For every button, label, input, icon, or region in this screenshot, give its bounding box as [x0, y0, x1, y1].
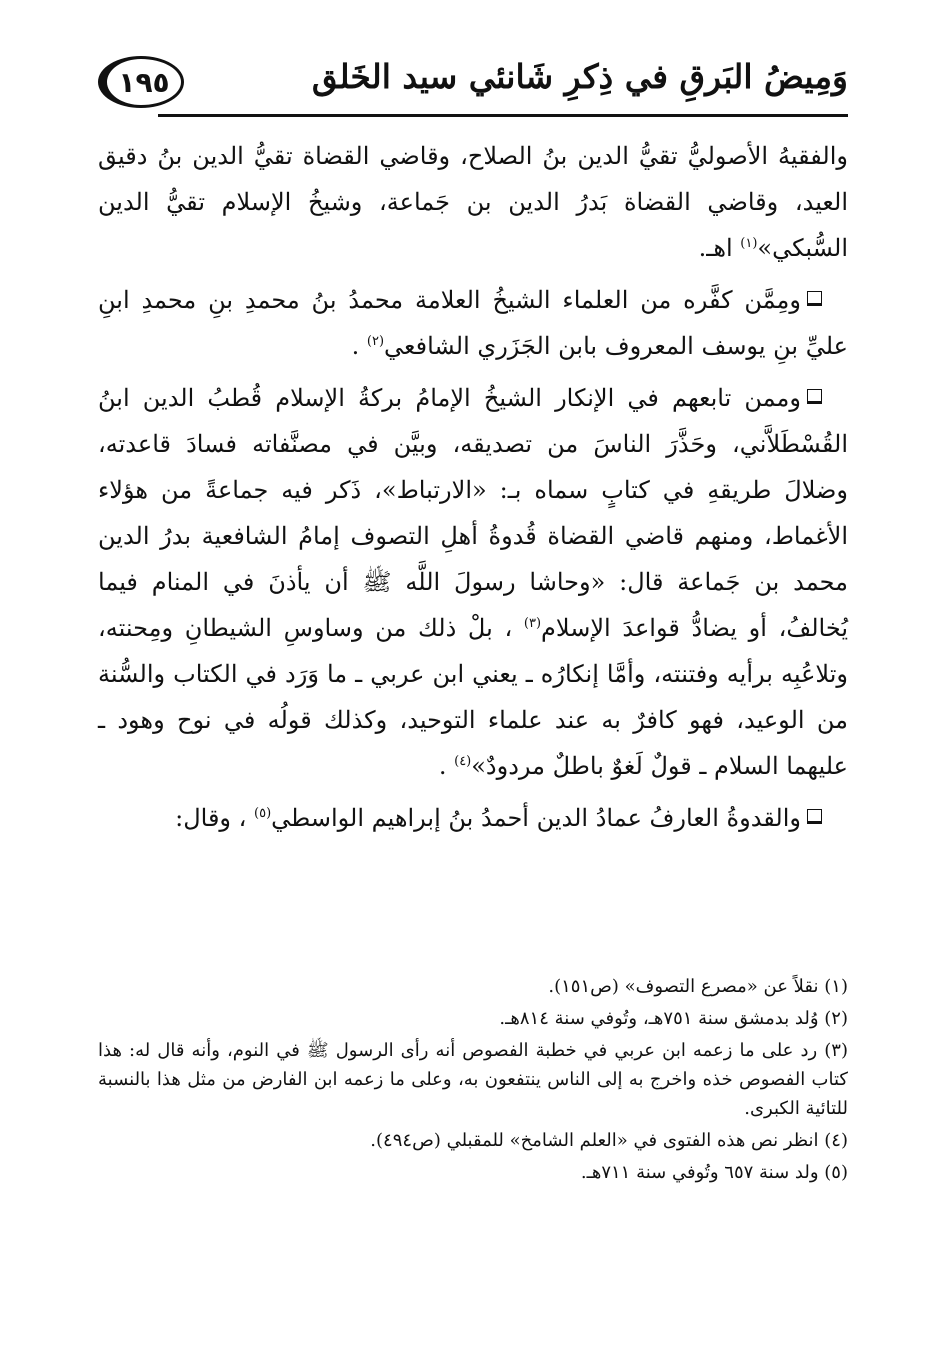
- footnote-ref: (٥): [254, 806, 272, 821]
- footnote-3: (٣) رد على ما زعمه ابن عربي في خطبة الفصوص أنه رأى الرسول ﷺ في النوم، وأنه قال له: هذا كتاب الفصوص خذه واخرج به إلى الناس ينتفعون به، وعلى ما زعمه ابن الفارض من مثل هذا بالنسبة للتائية الكبرى.: [98, 1040, 848, 1119]
- paragraph-text: وممن تابعهم في الإنكار الشيخُ الإمامُ بركةُ الإسلام قُطبُ الدين ابنُ القُسْطَلاَّني، وحَذَّرَ الناسَ من تصديقه، وبيَّن في مصنَّفاته فسادَ قاعدته، وضلالَ طريقهِ في كتابٍ سماه بـ: «الارتباط»، ذَكر فيه جماعةً من هؤلاء الأغماط، ومنهم قاضي القضاة قُدوةُ أهلِ التصوف إمامُ الشافعية بدرُ الدين محمد بن جَماعة قال: «وحاشا رسولَ اللَّه ﷺ أن يأذنَ في المنام فيما يُخالفُ، أو يضادُّ قواعدَ الإسلام: [98, 384, 848, 642]
- paragraph-tail: .: [438, 752, 455, 780]
- main-text: [98, 133, 848, 847]
- paragraph-tail: اهـ.: [698, 234, 741, 262]
- square-bullet-icon: [807, 291, 822, 306]
- footnote-ref: (١): [740, 236, 758, 251]
- paragraph-tail: .: [351, 332, 367, 360]
- paragraph-2: [98, 277, 848, 369]
- page-number: ١٩٥: [98, 56, 184, 108]
- footnote-1: (١) نقلاً عن «مصرع التصوف» (ص١٥١).: [548, 976, 848, 997]
- footnote-4: (٤) انظر نص هذه الفتوى في «العلم الشامخ» للمقبلي (ص٤٩٤).: [370, 1130, 848, 1151]
- paragraph-text: والفقيهُ الأصوليُّ تقيُّ الدين بنُ الصلاح، وقاضي القضاة تقيُّ الدين بنُ دقيق العيد، وقاضي القضاة بَدرُ الدين بن جَماعة، وشيخُ الإسلام تقيُّ الدين السُّبكي»: [98, 142, 848, 262]
- page-header: [98, 48, 848, 130]
- header-rule: [158, 114, 848, 117]
- footnote-ref: (٣): [523, 616, 542, 631]
- paragraph-4: [98, 795, 848, 841]
- footnote-ref: (٤): [454, 754, 472, 769]
- paragraph-1: [98, 133, 848, 271]
- footnotes: [98, 972, 848, 1190]
- paragraph-tail: ، بلْ ذلك من وساوسِ الشيطانِ ومِحنته، وتلاعُبِه برأيه وفتنته، وأمَّا إنكارُه ـ يعني ابن عربي ـ ما وَرَد في الكتاب والسُّنة من الوعيد، فهو كافرٌ به عند علماء التوحيد، وكذلك قولُه في نوح وهود ـ عليهما السلام ـ قولٌ لَغوٌ باطلٌ مردودٌ»: [98, 614, 848, 780]
- paragraph-tail: ، وقال:: [175, 804, 255, 832]
- paragraph-text: والقدوةُ العارفُ عمادُ الدين أحمدُ بنُ إبراهيم الواسطي: [271, 804, 801, 832]
- running-title: وَمِيضُ البَرقِ في ذِكرِ شَانئي سيد الخَلق: [311, 57, 848, 96]
- footnote-2: (٢) وُلد بدمشق سنة ٧٥١هـ، وتُوفي سنة ٨١٤هـ.: [499, 1008, 848, 1029]
- paragraph-text: ومِمَّن كفَّره من العلماء الشيخُ العلامة محمدُ بنُ محمدِ بنِ محمدِ ابنِ عليِّ بنِ يوسف المعروف بابن الجَزَري الشافعي: [98, 286, 848, 360]
- footnote-5: (٥) ولد سنة ٦٥٧ وتُوفي سنة ٧١١هـ.: [580, 1162, 848, 1183]
- square-bullet-icon: [807, 389, 822, 404]
- footnote-ref: (٢): [366, 334, 385, 349]
- paragraph-3: [98, 375, 848, 789]
- square-bullet-icon: [807, 809, 822, 824]
